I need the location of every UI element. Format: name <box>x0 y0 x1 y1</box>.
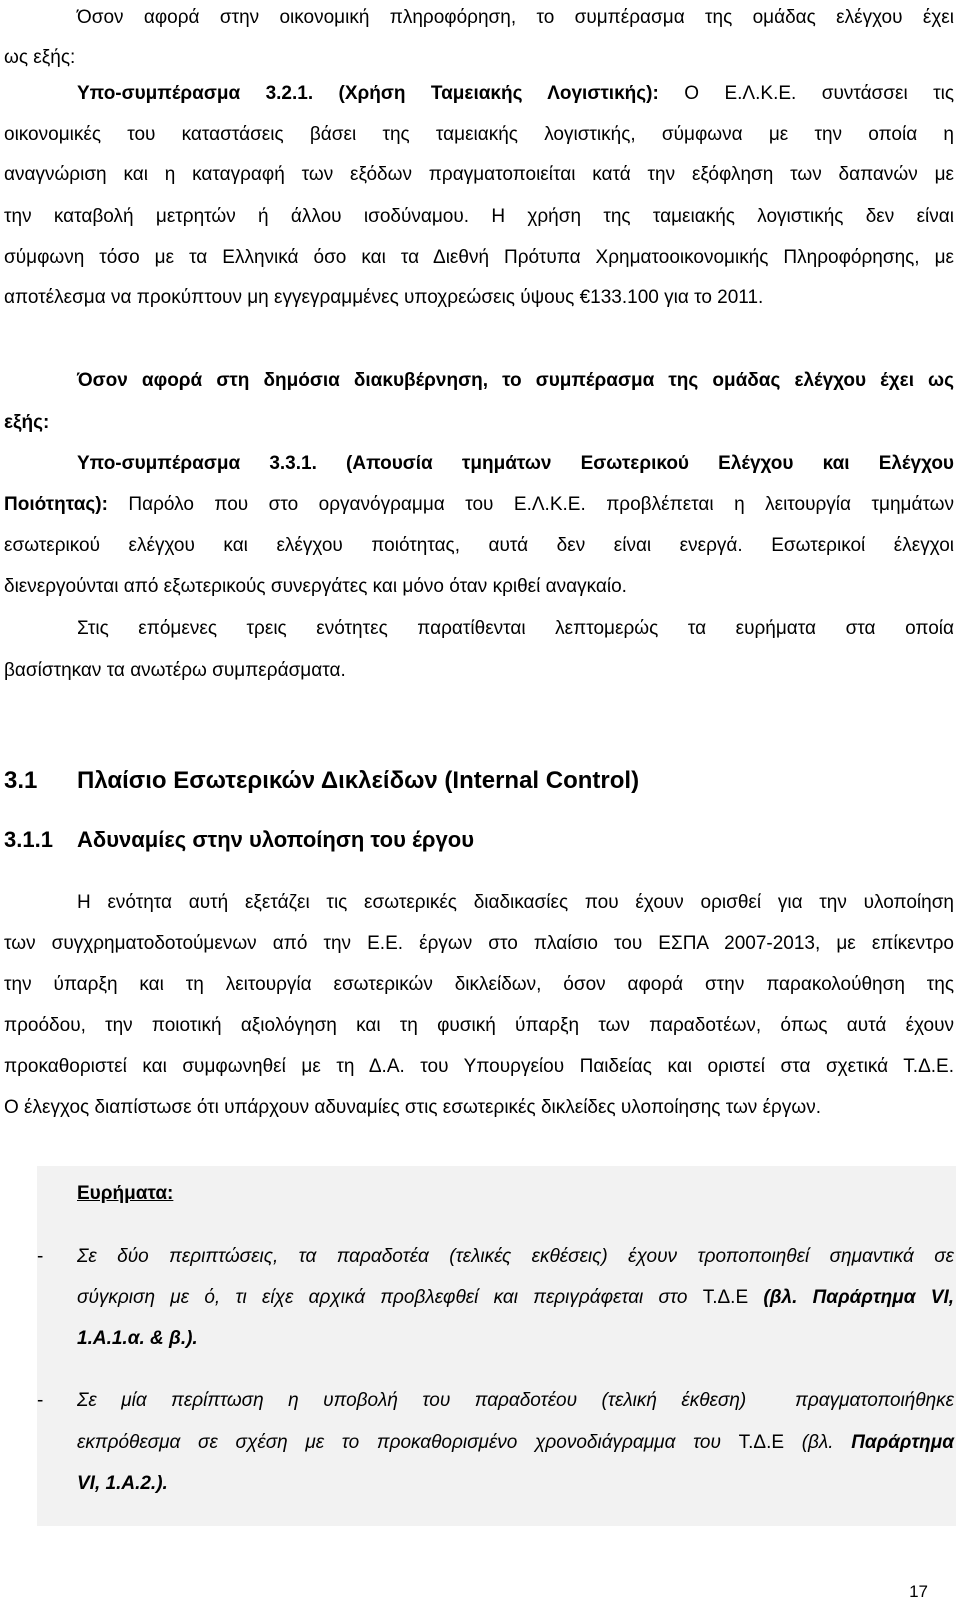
page-number: 17 <box>909 1582 928 1601</box>
finding-2-line: VI, 1.A.2.). <box>77 1473 168 1494</box>
finding-1-line: Σε δύο περιπτώσεις, τα παραδοτέα (τελικές εκθέσεις) έχουν τροποποιηθεί σημαντικά σε <box>77 1246 954 1267</box>
findings-title: Ευρήματα: <box>77 1183 174 1204</box>
paragraph-line: οικονομικές του καταστάσεις βάσει της ταμειακής λογιστικής, σύμφωνα με την οποία η <box>4 124 954 145</box>
paragraph-line: προκαθοριστεί και συμφωνηθεί με τη Δ.Α. του Υπουργείου Παιδείας και οριστεί στα σχετικά Τ.Δ.Ε. <box>4 1056 954 1077</box>
list-dash: - <box>37 1246 44 1267</box>
conclusion-3-3-1-title: Υπο-συμπέρασμα 3.3.1. (Απουσία τμημάτων Εσωτερικού Ελέγχου και Ελέγχου <box>77 453 954 474</box>
paragraph-line: την ύπαρξη και τη λειτουργία εσωτερικών δικλείδων, όσον αφορά στην παρακολούθηση της <box>4 974 954 995</box>
finding-1-line: σύγκριση με ό, τι είχε αρχικά προβλεφθεί και περιγράφεται στο Τ.Δ.Ε (βλ. Παράρτημα VI, <box>77 1287 954 1308</box>
section-heading-3-1: 3.1 Πλαίσιο Εσωτερικών Δικλείδων (Internal Control) <box>4 767 640 794</box>
paragraph-line: Όσον αφορά στη δημόσια διακυβέρνηση, το συμπέρασμα της ομάδας ελέγχου έχει ως <box>77 370 954 391</box>
paragraph-line: εξής: <box>4 412 50 433</box>
finding-1-line: 1.Α.1.α. & β.). <box>77 1328 198 1349</box>
finding-2-line: Σε μία περίπτωση η υποβολή του παραδοτέου (τελική έκθεση) πραγματοποιήθηκε <box>77 1390 954 1411</box>
paragraph-line: την καταβολή μετρητών ή άλλου ισοδύναμου. Η χρήση της ταμειακής λογιστικής δεν είναι <box>4 206 954 227</box>
conclusion-3-2-1-line: Υπο-συμπέρασμα 3.2.1. (Χρήση Ταμειακής Λογιστικής): Ο Ε.Λ.Κ.Ε. συντάσσει τις <box>77 83 955 104</box>
paragraph-line: διενεργούνται από εξωτερικούς συνεργάτες και μόνο όταν κριθεί αναγκαίο. <box>4 576 627 597</box>
paragraph-line: Η ενότητα αυτή εξετάζει τις εσωτερικές διαδικασίες που έχουν ορισθεί για την υλοποίηση <box>77 892 954 913</box>
paragraph-line: αποτέλεσμα να προκύπτουν μη εγγεγραμμένες υποχρεώσεις ύψους €133.100 για το 2011. <box>4 287 764 308</box>
paragraph-line: εσωτερικού ελέγχου και ελέγχου ποιότητας, αυτά δεν είναι ενεργά. Εσωτερικοί έλεγχοι <box>4 535 954 556</box>
paragraph-line: ως εξής: <box>4 47 76 68</box>
paragraph-line: σύμφωνη τόσο με τα Ελληνικά όσο και τα Διεθνή Πρότυπα Χρηματοοικονομικής Πληροφόρησης, με <box>4 247 954 268</box>
paragraph-line: βασίστηκαν τα ανωτέρω συμπεράσματα. <box>4 660 346 681</box>
conclusion-label: Υπο-συμπέρασμα 3.2.1. (Χρήση Ταμειακής Λογιστικής): <box>77 83 659 104</box>
section-heading-3-1-1: 3.1.1 Αδυναμίες στην υλοποίηση του έργου <box>4 827 475 852</box>
paragraph-line: Όσον αφορά στην οικονομική πληροφόρηση, το συμπέρασμα της ομάδας ελέγχου έχει <box>77 7 954 28</box>
paragraph-line: των συγχρηματοδοτούμενων από την Ε.Ε. έργων στο πλαίσιο του ΕΣΠΑ 2007-2013, με επίκεντρο <box>4 933 954 954</box>
list-dash: - <box>37 1390 44 1411</box>
paragraph-line: αναγνώριση και η καταγραφή των εξόδων πραγματοποιείται κατά την εξόφληση των δαπανών με <box>4 164 954 185</box>
paragraph-line: προόδου, την ποιοτική αξιολόγηση και τη φυσική ύπαρξη των παραδοτέων, όπως αυτά έχουν <box>4 1015 954 1036</box>
paragraph-line: Στις επόμενες τρεις ενότητες παρατίθενται λεπτομερώς τα ευρήματα στα οποία <box>77 618 954 639</box>
finding-2-line: εκπρόθεσμα σε σχέση με το προκαθορισμένο χρονοδιάγραμμα του Τ.Δ.Ε (βλ. Παράρτημα <box>77 1432 955 1453</box>
paragraph-line: Ο έλεγχος διαπίστωσε ότι υπάρχουν αδυναμίες στις εσωτερικές δικλείδες υλοποίησης των έργων. <box>4 1097 821 1118</box>
paragraph-line: Ποιότητας): Παρόλο που στο οργανόγραμμα του Ε.Λ.Κ.Ε. προβλέπεται η λειτουργία τμημάτων <box>4 494 955 515</box>
